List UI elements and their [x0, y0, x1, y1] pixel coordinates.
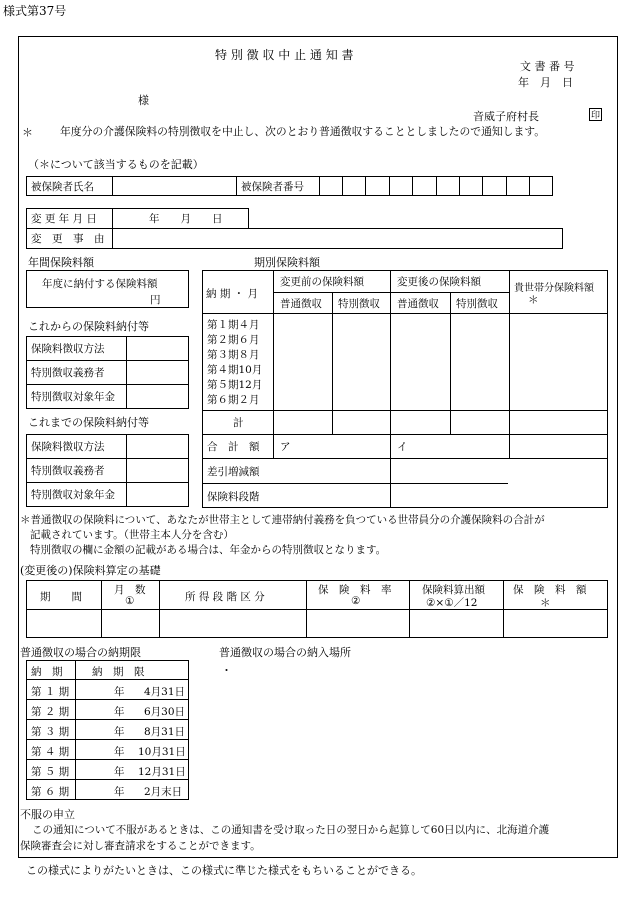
deadline-year: 年	[114, 706, 125, 718]
deadline-year: 年	[114, 726, 125, 738]
past-obligor-label: 特別徴収義務者	[26, 458, 127, 483]
addressee-suffix: 様	[138, 94, 149, 107]
after-special-label: 特別徴収	[456, 298, 498, 310]
annual-label: 年間保険料額	[28, 256, 94, 269]
deadline-period: 第 ２ 期	[31, 706, 70, 718]
basis-amount-header: 保 険 料 額	[513, 584, 587, 596]
deadline-label: 普通徴収の場合の納期限	[20, 646, 141, 659]
basis-months-header: 月 数	[114, 584, 146, 596]
deadline-date: 2月末日	[144, 786, 183, 798]
future-label: これからの保険料納付等	[28, 320, 149, 333]
total-label: 合 計 額	[207, 441, 260, 453]
past-method-label: 保険料徴収方法	[26, 434, 127, 459]
deadline-header-date: 納 期 限	[92, 666, 145, 678]
period-6: 第６期２月	[207, 394, 260, 406]
basis-amount-mark: ＊	[540, 597, 551, 609]
deadline-date: 12月31日	[138, 766, 186, 778]
intro-mark: ＊	[22, 126, 33, 139]
insured-name-label: 被保険者氏名	[26, 176, 113, 196]
past-pension-label: 特別徴収対象年金	[26, 482, 127, 507]
deadline-date: 6月30日	[144, 706, 186, 718]
appeal-label: 不服の申立	[20, 808, 75, 821]
deadline-year: 年	[114, 786, 125, 798]
doc-number-label: 文 書 番 号	[520, 60, 575, 73]
future-method-label: 保険料徴収方法	[26, 336, 127, 361]
annual-pay-label: 年度に納付する保険料額	[42, 278, 158, 290]
past-pension-field[interactable]	[126, 482, 189, 507]
household-mark: ＊	[528, 294, 539, 306]
deadline-period: 第 １ 期	[31, 686, 70, 698]
change-reason-field[interactable]	[112, 228, 563, 249]
diff-label: 差引増減額	[207, 466, 260, 478]
future-obligor-field[interactable]	[126, 360, 189, 385]
basis-period-header: 期 間	[40, 591, 82, 603]
future-pension-label: 特別徴収対象年金	[26, 384, 127, 409]
deadline-date: 4月31日	[144, 686, 186, 698]
total-i: イ	[397, 441, 408, 453]
basis-months-num: ①	[125, 595, 135, 607]
change-date-value[interactable]: 年 月 日	[112, 208, 249, 229]
deadline-period: 第 ５ 期	[31, 766, 70, 778]
period-col-label: 納 期 ・ 月	[206, 288, 259, 300]
period-5: 第５期12月	[207, 379, 263, 391]
basis-rate-num: ②	[351, 595, 361, 607]
basis-rate-header: 保 険 料 率	[318, 584, 392, 596]
before-normal-label: 普通徴収	[280, 298, 322, 310]
past-label: これまでの保険料納付等	[28, 416, 149, 429]
appeal-line-1: この通知について不服があるときは、この通知書を受け取った日の翌日から起算して60日以内に、北海道介護	[32, 824, 550, 836]
note-line-1: ＊普通徴収の保険料について、あなたが世帯主として連帯納付義務を負つている世帯員分の介護保険料の合計が	[20, 514, 545, 526]
stage-label: 保険料段階	[207, 491, 260, 503]
household-label: 貴世帯分保険料額	[514, 283, 594, 294]
total-a: ア	[280, 441, 291, 453]
place-label: 普通徴収の場合の納入場所	[219, 646, 351, 659]
deadline-header-period: 納 期	[31, 666, 63, 678]
future-method-field[interactable]	[126, 336, 189, 361]
future-obligor-label: 特別徴収義務者	[26, 360, 127, 385]
past-obligor-field[interactable]	[126, 458, 189, 483]
deadline-date: 10月31日	[138, 746, 186, 758]
appeal-line-2: 保険審査会に対し審査請求をすることができます。	[20, 840, 261, 852]
period-3: 第３期８月	[207, 349, 260, 361]
deadline-date: 8月31日	[144, 726, 186, 738]
past-method-field[interactable]	[126, 434, 189, 459]
after-normal-label: 普通徴収	[397, 298, 439, 310]
before-special-label: 特別徴収	[338, 298, 380, 310]
page-title: 特 別 徴 収 中 止 通 知 書	[215, 48, 354, 62]
insured-name-field[interactable]	[112, 176, 237, 196]
insured-number-label: 被保険者番号	[236, 176, 320, 196]
seal-stamp: 印	[589, 108, 602, 121]
deadline-year: 年	[114, 746, 125, 758]
note-line-3: 特別徴収の欄に金額の記載がある場合は、年金からの特別徴収となります。	[30, 544, 387, 556]
after-label: 変更後の保険料額	[397, 276, 481, 288]
basis-calc-formula: ②×①／12	[426, 597, 478, 609]
intro-text: 年度分の介護保険料の特別徴収を中止し、次のとおり普通徴収することとしましたので通知します。	[60, 125, 545, 138]
basis-income-header: 所 得 段 階 区 分	[185, 591, 265, 603]
change-date-label: 変 更 年 月 日	[26, 208, 113, 229]
form-number: 様式第37号	[3, 4, 67, 18]
footer-note: この様式によりがたいときは、この様式に準じた様式をもちいることができる。	[26, 864, 422, 877]
basis-label: (変更後の)保険料算定の基礎	[20, 564, 161, 577]
note-line-2: 記載されています。（世帯主本人分を含む）	[30, 529, 234, 541]
basis-calc-header: 保険料算出額	[422, 584, 485, 596]
deadline-year: 年	[114, 766, 125, 778]
period-2: 第２期６月	[207, 334, 260, 346]
period-4: 第４期10月	[207, 364, 263, 376]
subtotal-label: 計	[233, 417, 244, 429]
period-label: 期別保険料額	[254, 256, 320, 269]
deadline-year: 年	[114, 686, 125, 698]
yen-unit: 円	[150, 294, 161, 306]
change-reason-label: 変 更 事 由	[26, 228, 113, 249]
period-1: 第１期４月	[207, 319, 260, 331]
deadline-period: 第 ４ 期	[31, 746, 70, 758]
place-bullet: ・	[221, 664, 232, 677]
deadline-period: 第 ３ 期	[31, 726, 70, 738]
future-pension-field[interactable]	[126, 384, 189, 409]
issuer: 音威子府村長	[473, 110, 539, 123]
before-label: 変更前の保険料額	[280, 276, 364, 288]
note-applicable: （＊について該当するものを記載）	[28, 158, 204, 171]
date-label: 年 月 日	[518, 76, 573, 89]
deadline-period: 第 ６ 期	[31, 786, 70, 798]
